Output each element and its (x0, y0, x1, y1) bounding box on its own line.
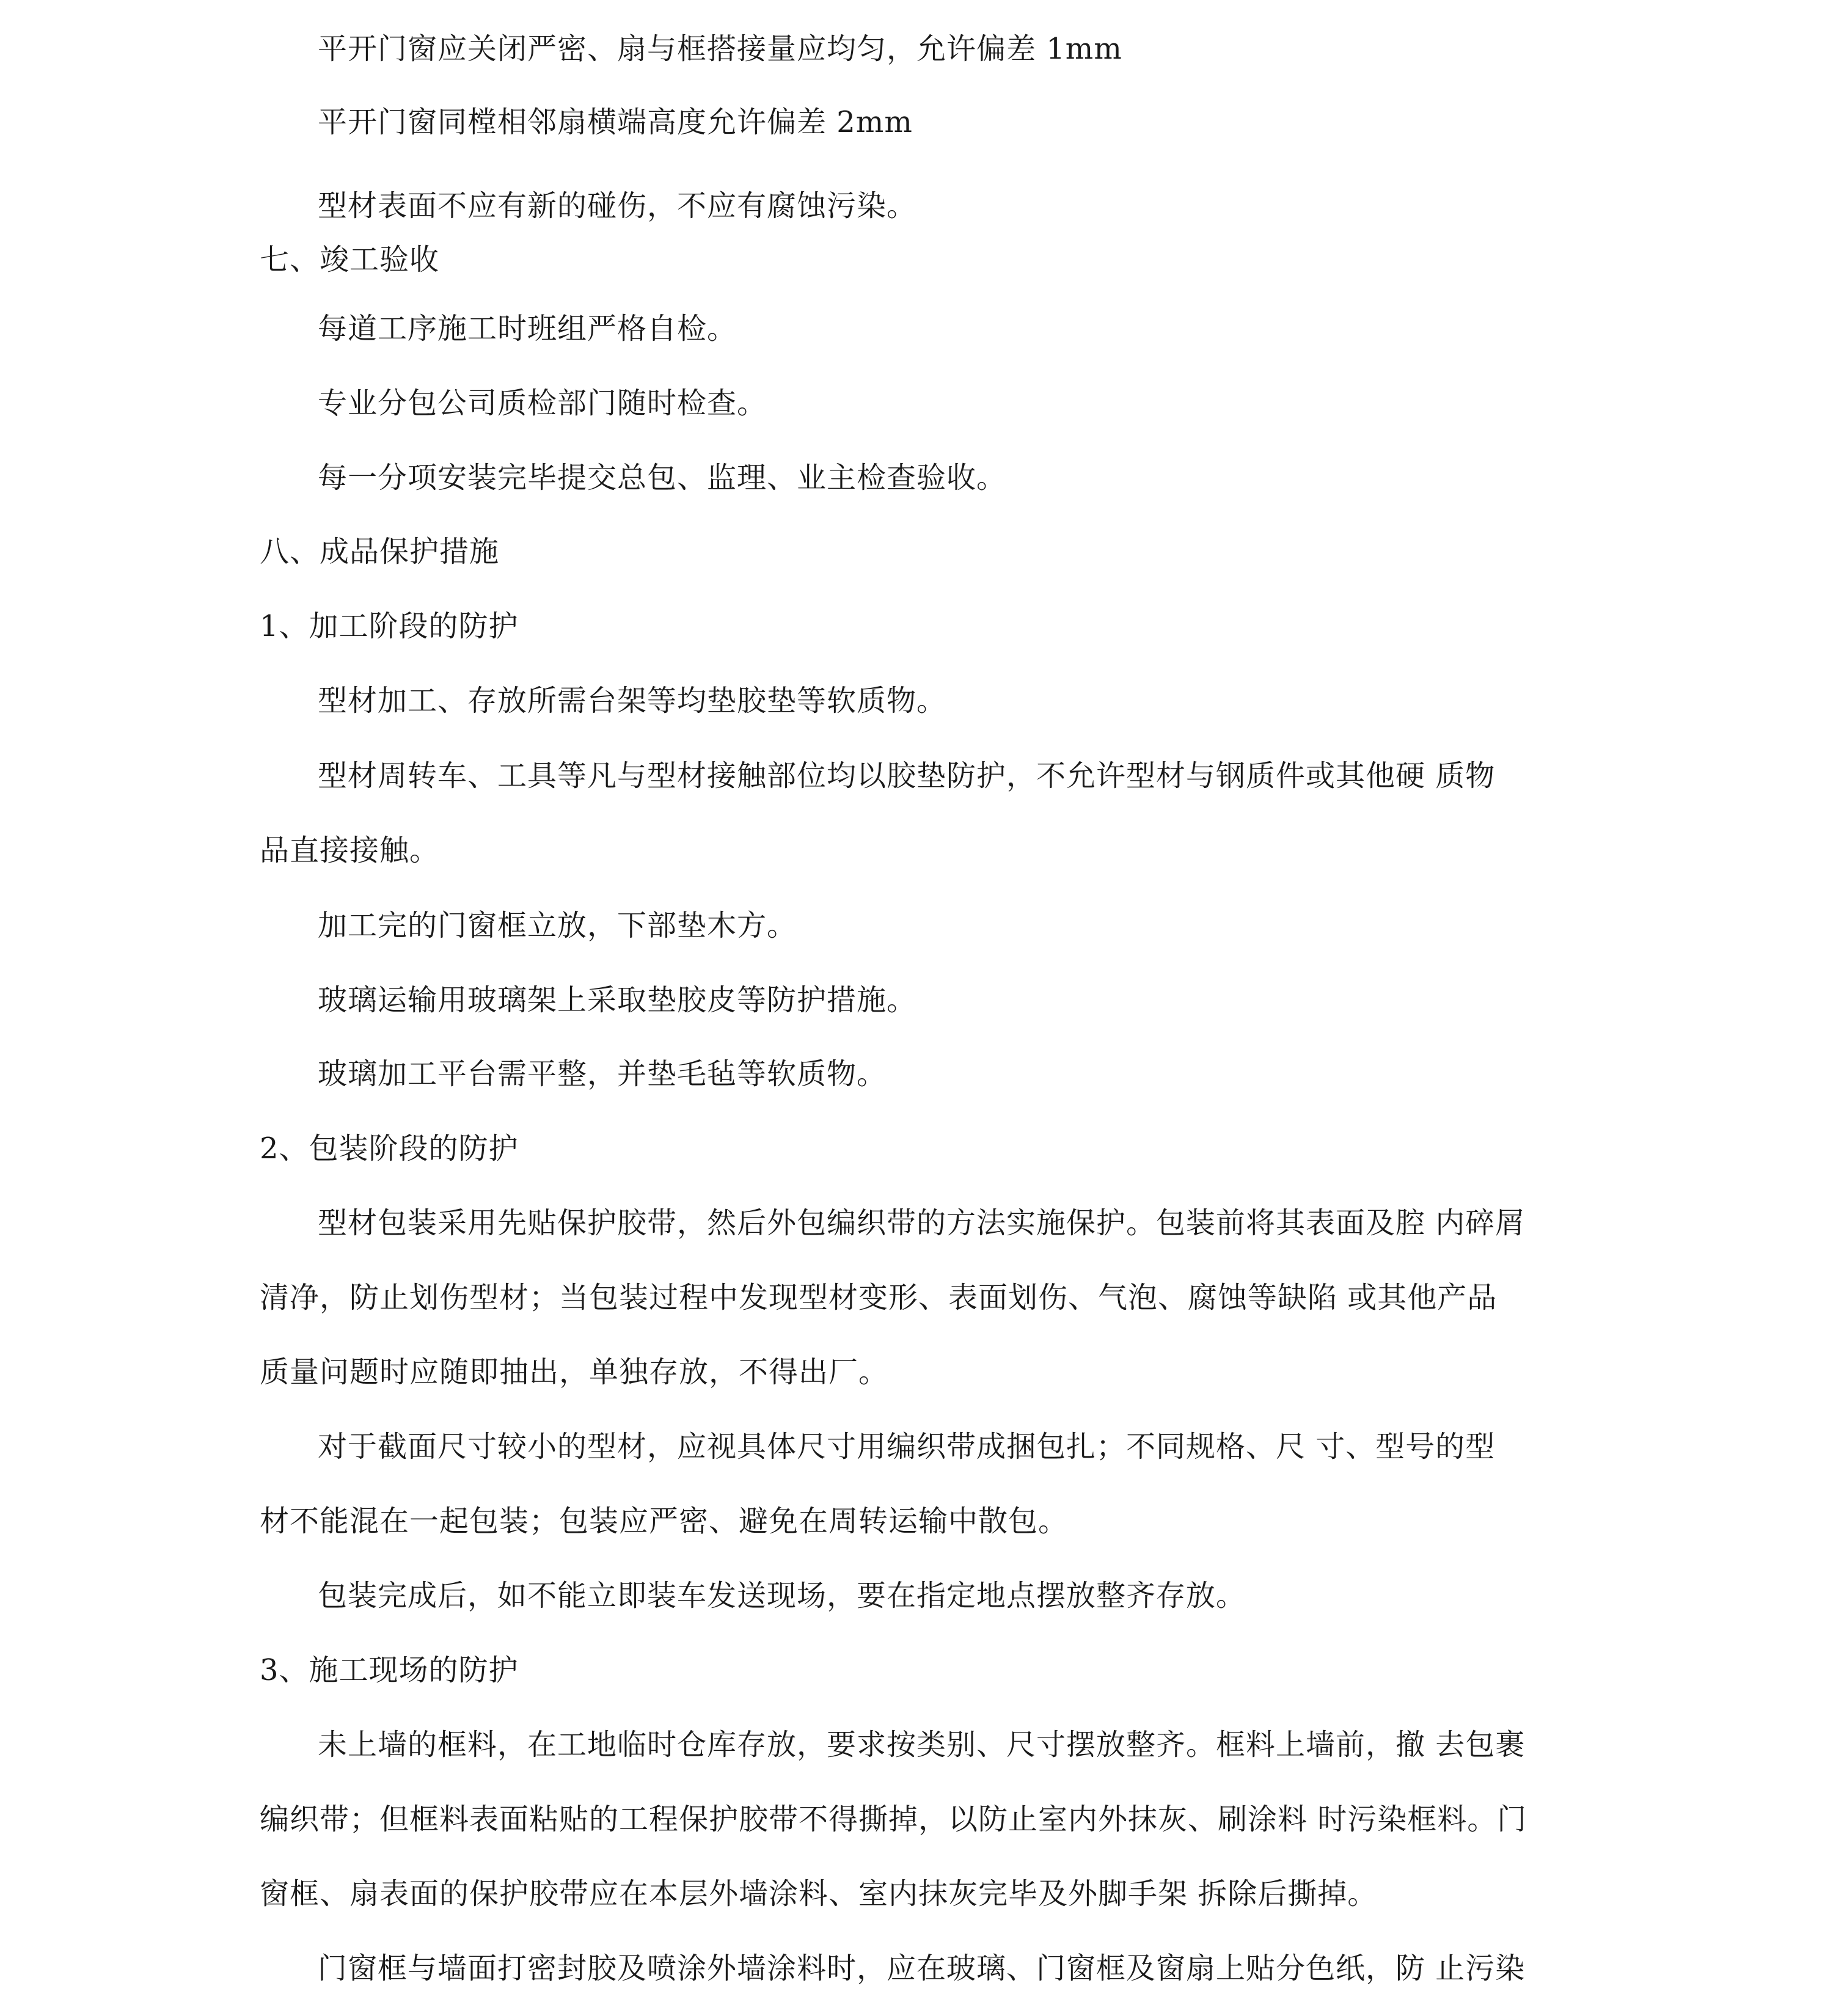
text-line: 平开门窗同樘相邻扇横端高度允许偏差 2mm (318, 105, 913, 139)
subsection-heading: 2、包装阶段的防护 (260, 1131, 519, 1166)
text-line: 每道工序施工时班组严格自检。 (318, 312, 737, 346)
subsection-heading: 3、施工现场的防护 (260, 1653, 519, 1687)
text-line: 编织带；但框料表面粘贴的工程保护胶带不得撕掉，以防止室内外抹灰、刷涂料 时污染框料。门 (260, 1802, 1527, 1836)
text-line: 每一分项安装完毕提交总包、监理、业主检查验收。 (318, 461, 1007, 495)
section-heading: 八、成品保护措施 (260, 535, 500, 569)
text-line: 清净，防止划伤型材；当包装过程中发现型材变形、表面划伤、气泡、腐蚀等缺陷 或其他产品 (260, 1280, 1498, 1315)
text-line: 型材加工、存放所需台架等均垫胶垫等软质物。 (318, 684, 947, 718)
text-line: 品直接接触。 (260, 833, 440, 867)
text-line: 加工完的门窗框立放，下部垫木方。 (318, 908, 797, 943)
section-heading: 七、竣工验收 (260, 243, 440, 277)
text-line: 门窗框与墙面打密封胶及喷涂外墙涂料时，应在玻璃、门窗框及窗扇上贴分色纸，防 止污染 (318, 1951, 1526, 1985)
text-line: 专业分包公司质检部门随时检查。 (318, 386, 767, 420)
text-line: 包装完成后，如不能立即装车发送现场，要在指定地点摆放整齐存放。 (318, 1579, 1246, 1613)
text-line: 对于截面尺寸较小的型材，应视具体尺寸用编织带成捆包扎；不同规格、尺 寸、型号的型 (318, 1430, 1496, 1464)
text-line: 材不能混在一起包装；包装应严密、避免在周转运输中散包。 (260, 1504, 1069, 1538)
text-line: 未上墙的框料，在工地临时仓库存放，要求按类别、尺寸摆放整齐。框料上墙前，撤 去包裹 (318, 1728, 1526, 1762)
text-line: 质量问题时应随即抽出，单独存放，不得出厂。 (260, 1355, 889, 1389)
text-line: 玻璃运输用玻璃架上采取垫胶皮等防护措施。 (318, 983, 917, 1017)
subsection-heading: 1、加工阶段的防护 (260, 609, 519, 643)
text-line: 型材包装采用先贴保护胶带，然后外包编织带的方法实施保护。包装前将其表面及腔 内碎屑 (318, 1206, 1526, 1240)
text-line: 窗框、扇表面的保护胶带应在本层外墙涂料、室内抹灰完毕及外脚手架 拆除后撕掉。 (260, 1877, 1378, 1911)
text-line: 平开门窗应关闭严密、扇与框搭接量应均匀，允许偏差 1mm (318, 32, 1122, 66)
text-line: 型材表面不应有新的碰伤，不应有腐蚀污染。 (318, 189, 917, 223)
text-line: 型材周转车、工具等凡与型材接触部位均以胶垫防护，不允许型材与钢质件或其他硬 质物 (318, 759, 1496, 793)
text-line: 玻璃加工平台需平整，并垫毛毡等软质物。 (318, 1057, 887, 1091)
